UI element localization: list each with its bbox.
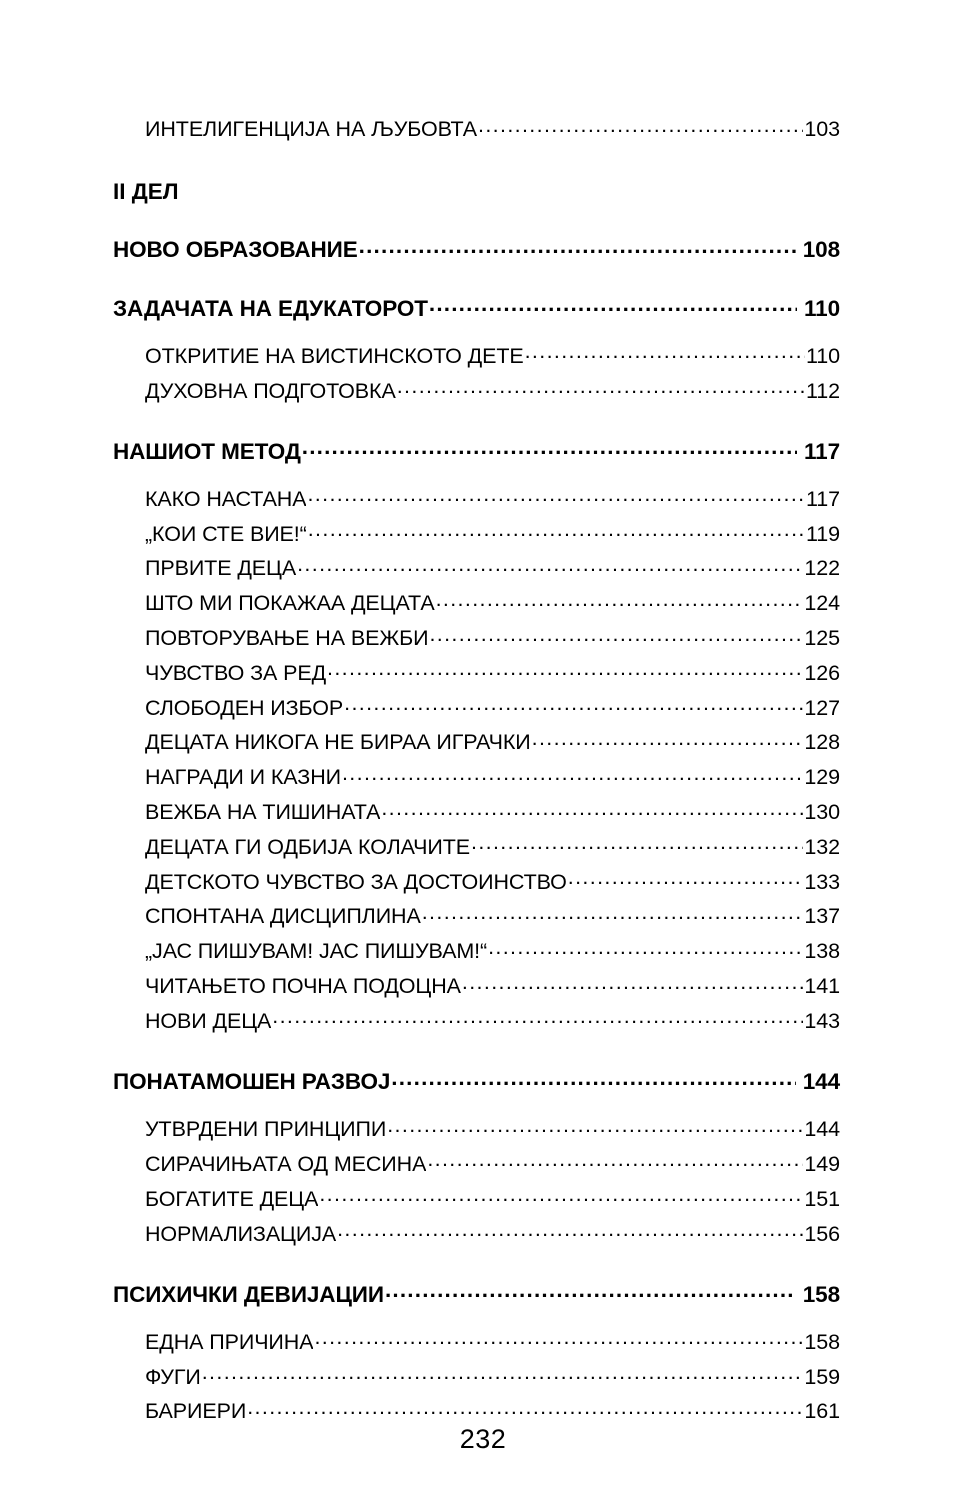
toc-entry-page-number: 127 bbox=[804, 695, 840, 720]
dot-leader bbox=[247, 1397, 803, 1419]
dot-leader bbox=[314, 1327, 803, 1349]
toc-entry-title: ДЕТСКОТО ЧУВСТВО ЗА ДОСТОИНСТВО bbox=[145, 869, 567, 894]
toc-entry[interactable] bbox=[145, 1182, 840, 1217]
dot-leader bbox=[302, 436, 797, 459]
table-of-contents bbox=[113, 112, 840, 1429]
dot-leader bbox=[344, 693, 803, 715]
toc-entry[interactable] bbox=[145, 482, 840, 517]
dot-leader bbox=[391, 1067, 795, 1090]
toc-entry-page-number: 110 bbox=[804, 295, 840, 321]
toc-entry-title: „КОИ СТЕ ВИЕ!“ bbox=[145, 521, 307, 546]
toc-entry[interactable] bbox=[145, 830, 840, 865]
dot-leader bbox=[307, 484, 805, 506]
dot-leader bbox=[478, 115, 803, 137]
toc-entry[interactable] bbox=[145, 1325, 840, 1360]
toc-entry[interactable] bbox=[145, 517, 840, 552]
dot-leader bbox=[387, 1115, 803, 1137]
toc-entry[interactable] bbox=[145, 865, 840, 900]
toc-entry[interactable] bbox=[145, 1147, 840, 1182]
toc-entry-title: НОВИ ДЕЦА bbox=[145, 1008, 272, 1033]
dot-leader bbox=[488, 937, 803, 959]
dot-leader bbox=[272, 1006, 803, 1028]
toc-entry-page-number: 122 bbox=[804, 556, 840, 581]
dot-leader bbox=[429, 293, 797, 316]
toc-entry-title: ДУХОВНА ПОДГОТОВКА bbox=[145, 378, 396, 403]
toc-entry[interactable] bbox=[145, 760, 840, 795]
dot-leader bbox=[525, 341, 805, 363]
toc-entry[interactable] bbox=[145, 691, 840, 726]
toc-entry[interactable] bbox=[145, 586, 840, 621]
toc-entry[interactable] bbox=[145, 725, 840, 760]
toc-entry-page-number: 161 bbox=[804, 1399, 840, 1424]
toc-entry-title: ЧУВСТВО ЗА РЕД bbox=[145, 660, 327, 685]
toc-entry-title: БОГАТИТЕ ДЕЦА bbox=[145, 1186, 319, 1211]
toc-entry[interactable] bbox=[145, 339, 840, 374]
toc-entry-title: КАКО НАСТАНА bbox=[145, 486, 307, 511]
page-number: 232 bbox=[459, 1424, 507, 1454]
toc-entry-title: СИРАЧИЊАТА ОД МЕСИНА bbox=[145, 1151, 427, 1176]
toc-entry[interactable] bbox=[145, 969, 840, 1004]
toc-entry-title: ВЕЖБА НА ТИШИНАТА bbox=[145, 800, 381, 825]
toc-entry-title: ЕДНА ПРИЧИНА bbox=[145, 1329, 314, 1354]
toc-entry-title: СЛОБОДЕН ИЗБОР bbox=[145, 695, 344, 720]
toc-entry-title: БАРИЕРИ bbox=[145, 1399, 247, 1424]
toc-entry[interactable] bbox=[145, 112, 840, 147]
dot-leader bbox=[327, 658, 803, 680]
toc-entry[interactable] bbox=[145, 1360, 840, 1395]
toc-entry-title: НОВО ОБРАЗОВАНИЕ bbox=[113, 237, 358, 263]
dot-leader bbox=[297, 554, 803, 576]
toc-entry-page-number: 137 bbox=[804, 904, 840, 929]
toc-entry[interactable] bbox=[145, 656, 840, 691]
dot-leader bbox=[427, 1149, 803, 1171]
dot-leader bbox=[397, 376, 805, 398]
toc-entry-page-number: 130 bbox=[804, 800, 840, 825]
toc-entry-page-number: 133 bbox=[804, 869, 840, 894]
toc-entry[interactable] bbox=[145, 621, 840, 656]
toc-entry[interactable] bbox=[145, 1112, 840, 1147]
toc-entry-title: ДЕЦАТА ГИ ОДБИЈА КОЛАЧИТЕ bbox=[145, 834, 470, 859]
dot-leader bbox=[385, 1279, 796, 1302]
toc-entry-page-number: 141 bbox=[804, 974, 840, 999]
toc-entry-page-number: 103 bbox=[804, 117, 840, 141]
toc-entry[interactable] bbox=[145, 1004, 840, 1039]
dot-leader bbox=[422, 902, 804, 924]
toc-entry-page-number: 144 bbox=[804, 1117, 840, 1142]
toc-entry-title: ЗАДАЧАТА НА ЕДУКАТОРОТ bbox=[113, 295, 428, 321]
toc-entry-title: ПСИХИЧКИ ДЕВИЈАЦИИ bbox=[113, 1281, 384, 1307]
toc-entry-page-number: 158 bbox=[802, 1281, 840, 1307]
dot-leader bbox=[381, 798, 803, 820]
toc-entry-title: УТВРДЕНИ ПРИНЦИПИ bbox=[145, 1117, 387, 1142]
toc-entry[interactable] bbox=[145, 1217, 840, 1252]
toc-entry-page-number: 159 bbox=[804, 1364, 840, 1389]
toc-entry[interactable] bbox=[145, 934, 840, 969]
toc-entry-page-number: 132 bbox=[804, 834, 840, 859]
toc-entry-page-number: 112 bbox=[806, 378, 840, 403]
toc-entry-title: НОРМАЛИЗАЦИЈА bbox=[145, 1221, 337, 1246]
toc-entry[interactable] bbox=[145, 795, 840, 830]
toc-entry-page-number: 158 bbox=[804, 1329, 840, 1354]
toc-entry-page-number: 129 bbox=[804, 765, 840, 790]
toc-entry[interactable] bbox=[145, 551, 840, 586]
toc-entry-title: ЧИТАЊЕТО ПОЧНА ПОДОЦНА bbox=[145, 974, 461, 999]
toc-entry-title: ПОНАТАМОШЕН РАЗВОЈ bbox=[113, 1069, 391, 1095]
dot-leader bbox=[359, 235, 796, 258]
dot-leader bbox=[568, 867, 804, 889]
toc-entry-page-number: 143 bbox=[804, 1008, 840, 1033]
toc-entry[interactable] bbox=[113, 293, 840, 324]
toc-entry[interactable] bbox=[145, 374, 840, 409]
toc-entry-title: СПОНТАНА ДИСЦИПЛИНА bbox=[145, 904, 421, 929]
toc-entry-title: ИНТЕЛИГЕНЦИЈА НА ЉУБОВТА bbox=[145, 117, 478, 141]
toc-entry-page-number: 108 bbox=[802, 237, 840, 263]
toc-entry[interactable] bbox=[113, 1279, 840, 1310]
toc-entry-title: „ЈАС ПИШУВАМ! ЈАС ПИШУВАМ!“ bbox=[145, 939, 488, 964]
toc-entry-title: II ДЕЛ bbox=[113, 178, 179, 204]
toc-entry-title: НАШИОТ МЕТОД bbox=[113, 438, 301, 464]
toc-entry-title: ПОВТОРУВАЊЕ НА ВЕЖБИ bbox=[145, 626, 429, 651]
dot-leader bbox=[532, 728, 804, 750]
toc-entry[interactable] bbox=[113, 436, 840, 467]
toc-entry-title: ФУГИ bbox=[145, 1364, 201, 1389]
dot-leader bbox=[471, 832, 803, 854]
dot-leader bbox=[202, 1362, 804, 1384]
dot-leader bbox=[429, 624, 803, 646]
dot-leader bbox=[436, 589, 804, 611]
toc-entry-title: ДЕЦАТА НИКОГА НЕ БИРАА ИГРАЧКИ bbox=[145, 730, 531, 755]
toc-entry-page-number: 119 bbox=[806, 521, 840, 546]
toc-entry-page-number: 125 bbox=[804, 626, 840, 651]
toc-entry-page-number: 138 bbox=[804, 939, 840, 964]
dot-leader bbox=[337, 1219, 803, 1241]
toc-entry-page-number: 156 bbox=[804, 1221, 840, 1246]
toc-entry-page-number: 124 bbox=[804, 591, 840, 616]
dot-leader bbox=[462, 972, 804, 994]
toc-part-heading[interactable] bbox=[113, 177, 840, 207]
toc-entry[interactable] bbox=[145, 899, 840, 934]
toc-entry[interactable] bbox=[113, 1067, 840, 1098]
toc-entry-title: ПРВИТЕ ДЕЦА bbox=[145, 556, 297, 581]
toc-entry-page-number: 128 bbox=[804, 730, 840, 755]
dot-leader bbox=[319, 1184, 803, 1206]
toc-entry-title: ОТКРИТИЕ НА ВИСТИНСКОТО ДЕТЕ bbox=[145, 343, 524, 368]
toc-entry[interactable] bbox=[113, 235, 840, 266]
dot-leader bbox=[342, 763, 803, 785]
toc-entry-page-number: 149 bbox=[804, 1151, 840, 1176]
toc-entry-page-number: 117 bbox=[804, 438, 840, 464]
toc-entry-page-number: 144 bbox=[802, 1069, 840, 1095]
toc-entry-title: ШТО МИ ПОКАЖАА ДЕЦАТА bbox=[145, 591, 435, 616]
toc-entry-page-number: 110 bbox=[806, 343, 840, 368]
toc-entry-page-number: 151 bbox=[804, 1186, 840, 1211]
toc-entry-title: НАГРАДИ И КАЗНИ bbox=[145, 765, 341, 790]
toc-entry-page-number: 126 bbox=[804, 660, 840, 685]
toc-entry-page-number: 117 bbox=[806, 486, 840, 511]
dot-leader bbox=[308, 519, 805, 541]
